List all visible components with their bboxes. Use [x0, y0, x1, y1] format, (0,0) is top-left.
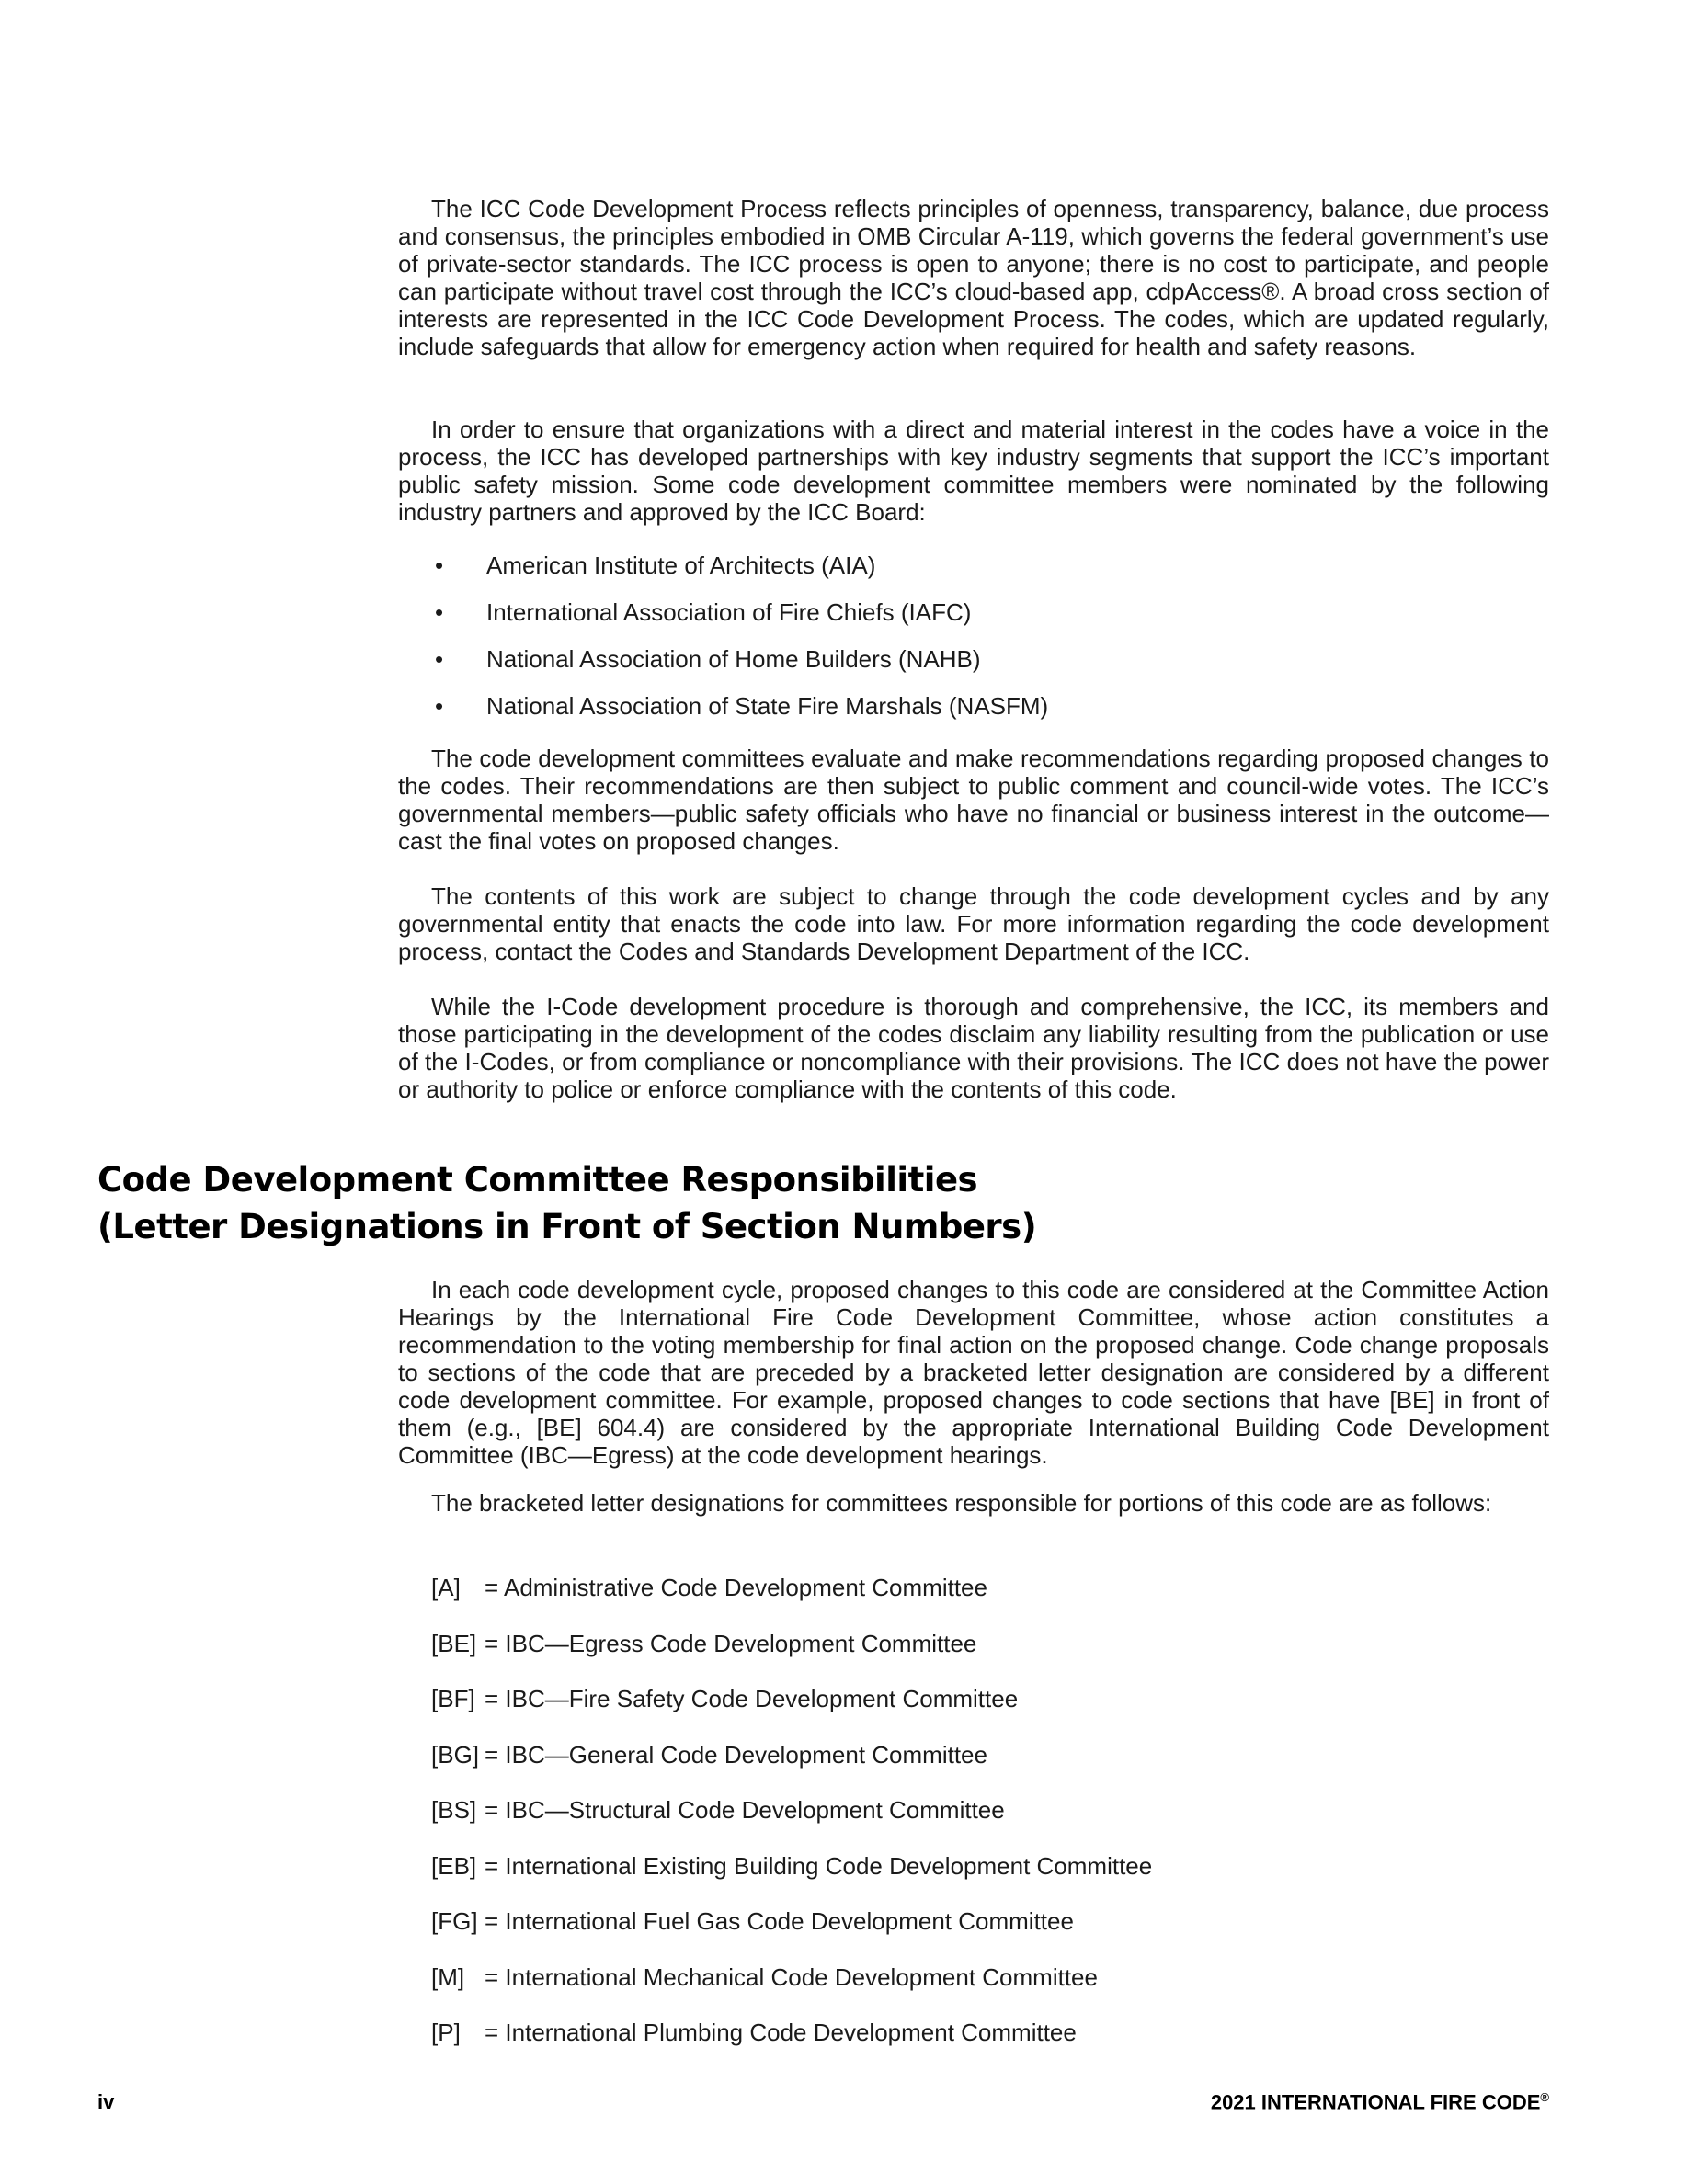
list-item-text: International Association of Fire Chiefs (IAFC) [486, 598, 972, 626]
book-title: 2021 INTERNATIONAL FIRE CODE [1210, 2090, 1541, 2114]
designation-committee: = IBC—Egress Code Development Committee [485, 1629, 977, 1657]
registered-trademark: ® [1540, 2090, 1549, 2104]
paragraph-text: The code development committees evaluate and make recommendations regarding proposed changes to the codes. Their recommendations are then subject to public comment and council-wide votes. The ICC’s governmental members—public safety officials who have no financial or business interest in the outcome—cast the final votes on proposed changes. [398, 745, 1549, 855]
paragraph-text: The bracketed letter designations for committees responsible for portions of this code are as follows: [431, 1489, 1492, 1517]
paragraph-liability-disclaimer [398, 993, 1549, 1103]
section-heading [97, 1156, 1477, 1250]
page-number: iv [97, 2090, 115, 2113]
paragraph-committees-evaluate [398, 745, 1549, 855]
designation-committee: = Administrative Code Development Committee [485, 1574, 987, 1601]
designation-item [431, 1907, 1152, 1963]
list-item-text: National Association of State Fire Marshals (NASFM) [486, 692, 1049, 720]
designation-committee: = IBC—General Code Development Committee [485, 1740, 987, 1769]
paragraph-text: While the I-Code development procedure is thorough and comprehensive, the ICC, its members and those participating in the development of the codes disclaim any liability resulting from the publication or use of the I-Codes, or from compliance or noncompliance with their provisions. The ICC does not have the power or authority to police or enforce compliance with the contents of this code. [398, 993, 1549, 1103]
designation-letter: [BG] [431, 1740, 480, 1769]
designation-letter: [A] [431, 1574, 461, 1601]
paragraph-contents-subject-to-change [398, 882, 1549, 965]
industry-partners-list [398, 552, 1549, 739]
bullet-icon: • [435, 552, 444, 579]
paragraph-industry-partners-intro [398, 415, 1549, 526]
designation-letter: [EB] [431, 1851, 477, 1880]
designation-item [431, 1796, 1152, 1852]
section-heading-line-1: Code Development Committee Responsibilities [97, 1160, 978, 1200]
designation-item [431, 1685, 1152, 1741]
paragraph-text: The ICC Code Development Process reflects principles of openness, transparency, balance, due process and consensus, the principles embodied in OMB Circular A-119, which governs the federal government’s use of private-sector standards. The ICC process is open to anyone; there is no cost to participate, and people can participate without travel cost through the ICC’s cloud-based app, cdpAccess®. A broad cross section of interests are represented in the ICC Code Development Process. The codes, which are updated regularly, include safeguards that allow for emergency action when required for health and safety reasons. [398, 195, 1549, 360]
paragraph-icc-process [398, 195, 1549, 360]
list-item-text: National Association of Home Builders (NAHB) [486, 645, 981, 673]
designation-committee: = International Fuel Gas Code Development Committee [485, 1907, 1074, 1935]
designation-committee: = IBC—Structural Code Development Committee [485, 1796, 1005, 1824]
paragraph-text: In order to ensure that organizations with a direct and material interest in the codes have a voice in the process, the ICC has developed partnerships with key industry segments that support the ICC’s important public safety mission. Some code development committee members were nominated by the following industry partners and approved by the ICC Board: [398, 415, 1549, 526]
designation-item [431, 1852, 1152, 1908]
bullet-icon: • [435, 692, 444, 720]
section-heading-line-2: (Letter Designations in Front of Section Numbers) [97, 1207, 1037, 1246]
designation-item [431, 1963, 1152, 2019]
list-item [398, 598, 1549, 645]
paragraph-development-cycle [398, 1276, 1549, 1469]
designation-committee: = International Existing Building Code Development Committee [485, 1851, 1153, 1880]
paragraph-text: The contents of this work are subject to change through the code development cycles and by any governmental entity that enacts the code into law. For more information regarding the code development process, contact the Codes and Standards Development Department of the ICC. [398, 882, 1549, 965]
bullet-icon: • [435, 598, 444, 626]
list-item-text: American Institute of Architects (AIA) [486, 552, 876, 579]
list-item [398, 645, 1549, 692]
list-item [398, 552, 1549, 598]
designation-committee: = International Plumbing Code Development Committee [485, 2019, 1077, 2046]
list-item [398, 692, 1549, 739]
paragraph-letter-designations-intro [398, 1489, 1549, 1517]
designation-committee: = International Mechanical Code Development Committee [485, 1962, 1098, 1991]
designation-letter: [BE] [431, 1629, 477, 1657]
bullet-icon: • [435, 645, 444, 673]
designation-item [431, 2019, 1152, 2075]
designation-item [431, 1630, 1152, 1686]
designation-committee: = IBC—Fire Safety Code Development Committee [485, 1685, 1019, 1712]
designation-letter: [FG] [431, 1907, 478, 1935]
designation-letter: [P] [431, 2019, 461, 2046]
letter-designations-list [431, 1574, 1152, 2075]
designation-letter: [BS] [431, 1796, 477, 1824]
designation-item [431, 1574, 1152, 1630]
designation-letter: [M] [431, 1962, 465, 1991]
running-footer-title [1211, 2090, 1549, 2114]
designation-item [431, 1741, 1152, 1797]
designation-letter: [BF] [431, 1685, 475, 1712]
paragraph-text: In each code development cycle, proposed changes to this code are considered at the Committee Action Hearings by the International Fire Code Development Committee, whose action constitutes a recommendation to the voting membership for final action on the proposed change. Code change proposals to sections of the code that are preceded by a bracketed letter designation are considered by a different code development committee. For example, proposed changes to code sections that have [BE] in front of them (e.g., [BE] 604.4) are considered by the appropriate International Building Code Development Committee (IBC—Egress) at the code development hearings. [398, 1276, 1549, 1469]
